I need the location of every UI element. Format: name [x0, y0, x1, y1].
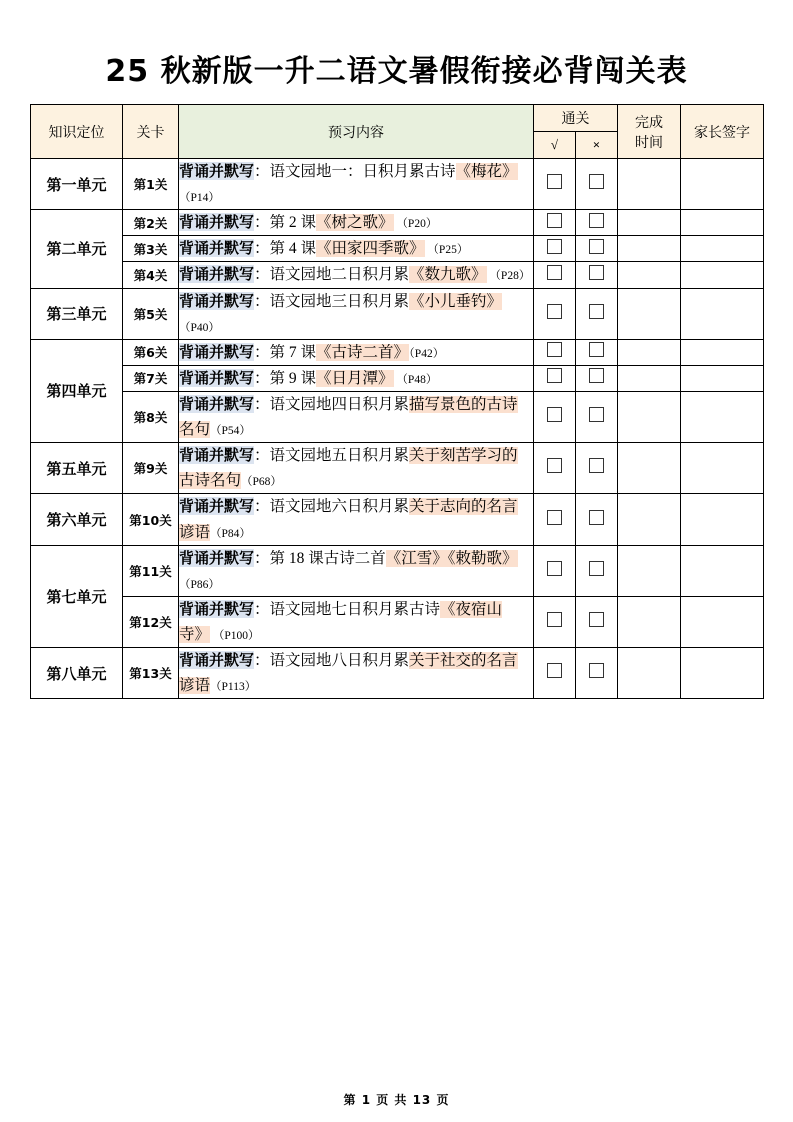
- content-segment: 关于刻苦学习的古诗名句: [179, 447, 518, 490]
- pass-yes-checkbox[interactable]: [547, 304, 562, 319]
- content-segment: 《田家四季歌》: [316, 240, 425, 258]
- level-cell: 第8关: [123, 391, 179, 442]
- content-segment: （P113）: [210, 681, 257, 694]
- content-cell: [179, 494, 534, 545]
- table-row: [31, 494, 764, 545]
- content-cell: [179, 596, 534, 647]
- table-row: [31, 288, 764, 339]
- pass-yes-checkbox[interactable]: [547, 407, 562, 422]
- level-cell: 第11关: [123, 545, 179, 596]
- pass-no-checkbox[interactable]: [589, 663, 604, 678]
- page-footer: 第 1 页 共 13 页: [343, 1093, 450, 1107]
- header-finish-time: [618, 105, 681, 159]
- finish-time-cell[interactable]: [618, 262, 681, 288]
- content-segment: 背诵并默写: [179, 342, 255, 361]
- signature-cell[interactable]: [681, 443, 764, 494]
- content-segment: （P20）: [393, 218, 438, 231]
- finish-time-cell[interactable]: [618, 494, 681, 545]
- content-segment: 《小儿垂钓》: [409, 292, 503, 310]
- content-segment: ：第 4 课: [254, 240, 317, 258]
- pass-yes-checkbox[interactable]: [547, 458, 562, 473]
- content-segment: ：语文园地三日积月累: [254, 292, 410, 310]
- content-segment: 背诵并默写: [179, 239, 255, 258]
- finish-time-cell[interactable]: [618, 159, 681, 210]
- signature-cell[interactable]: [681, 545, 764, 596]
- table-row: [31, 262, 764, 288]
- content-segment: ：第 7 课: [254, 343, 317, 361]
- pass-yes-checkbox[interactable]: [547, 174, 562, 189]
- content-segment: 《古诗二首》: [316, 343, 410, 361]
- content-segment: （P48）: [393, 373, 438, 386]
- level-cell: 第10关: [123, 494, 179, 545]
- pass-no-checkbox[interactable]: [589, 612, 604, 627]
- content-segment: 关于社交的名言谚语: [179, 652, 518, 695]
- pass-yes-checkbox-cell[interactable]: [534, 365, 576, 391]
- table-body: [31, 159, 764, 699]
- content-segment: （P68）: [241, 476, 282, 489]
- unit-cell: 第五单元: [31, 443, 123, 494]
- content-cell: [179, 391, 534, 442]
- finish-time-cell[interactable]: [618, 365, 681, 391]
- content-segment: 背诵并默写: [179, 651, 255, 670]
- content-segment: 背诵并默写: [179, 368, 255, 387]
- content-cell: [179, 545, 534, 596]
- content-segment: 背诵并默写: [179, 213, 255, 232]
- pass-yes-checkbox[interactable]: [547, 265, 562, 280]
- content-segment: （P86）: [179, 578, 220, 591]
- unit-cell: 第一单元: [31, 159, 123, 210]
- content-segment: （P25）: [424, 244, 469, 257]
- pass-no-checkbox[interactable]: [589, 174, 604, 189]
- pass-yes-checkbox[interactable]: [547, 368, 562, 383]
- pass-yes-checkbox-cell[interactable]: [534, 443, 576, 494]
- pass-yes-checkbox[interactable]: [547, 239, 562, 254]
- signature-cell[interactable]: [681, 494, 764, 545]
- finish-time-cell[interactable]: [618, 596, 681, 647]
- content-segment: 背诵并默写: [179, 497, 255, 516]
- content-segment: ：语文园地八日积月累: [254, 652, 410, 670]
- table-row: [31, 159, 764, 210]
- content-segment: 背诵并默写: [179, 394, 255, 413]
- content-cell: [179, 159, 534, 210]
- pass-no-checkbox[interactable]: [589, 265, 604, 280]
- unit-cell: 第八单元: [31, 648, 123, 699]
- pass-yes-checkbox[interactable]: [547, 342, 562, 357]
- table-row: [31, 339, 764, 365]
- pass-no-checkbox[interactable]: [589, 304, 604, 319]
- content-segment: ：第 2 课: [254, 214, 317, 232]
- pass-no-checkbox-cell[interactable]: [576, 159, 618, 210]
- content-segment: （P100）: [210, 629, 260, 642]
- content-segment: 背诵并默写: [179, 291, 255, 310]
- pass-no-checkbox[interactable]: [589, 407, 604, 422]
- content-cell: [179, 339, 534, 365]
- pass-yes-checkbox-cell[interactable]: [534, 236, 576, 262]
- signature-cell[interactable]: [681, 391, 764, 442]
- header-pass-yes: √: [534, 132, 576, 159]
- content-segment: 《数九歌》: [409, 266, 487, 284]
- header-signature: 家长签字: [681, 105, 764, 159]
- content-segment: 描写景色的古诗名句: [179, 395, 518, 439]
- pass-no-checkbox-cell[interactable]: [576, 288, 618, 339]
- pass-yes-checkbox-cell[interactable]: [534, 210, 576, 236]
- content-segment: 《树之歌》: [316, 214, 394, 232]
- signature-cell[interactable]: [681, 365, 764, 391]
- table-row: [31, 648, 764, 699]
- content-segment: ：语文园地二日积月累: [254, 266, 410, 284]
- pass-yes-checkbox[interactable]: [547, 612, 562, 627]
- unit-cell: 第二单元: [31, 210, 123, 288]
- content-cell: [179, 288, 534, 339]
- content-segment: ：第 18 课古诗二首: [254, 549, 386, 567]
- content-segment: ：语文园地五日积月累: [254, 447, 410, 465]
- pass-no-checkbox-cell[interactable]: [576, 262, 618, 288]
- content-segment: 背诵并默写: [179, 265, 255, 284]
- level-cell: 第2关: [123, 210, 179, 236]
- header-finish-time-line2: 时间: [635, 135, 663, 151]
- level-cell: 第7关: [123, 365, 179, 391]
- pass-yes-checkbox-cell[interactable]: [534, 545, 576, 596]
- pass-no-checkbox[interactable]: [589, 458, 604, 473]
- pass-no-checkbox-cell[interactable]: [576, 236, 618, 262]
- table-row: [31, 596, 764, 647]
- content-segment: （P14）: [179, 192, 220, 205]
- level-cell: 第4关: [123, 262, 179, 288]
- pass-yes-checkbox[interactable]: [547, 561, 562, 576]
- content-cell: [179, 443, 534, 494]
- finish-time-cell[interactable]: [618, 648, 681, 699]
- level-cell: 第1关: [123, 159, 179, 210]
- finish-time-cell[interactable]: [618, 236, 681, 262]
- finish-time-cell[interactable]: [618, 443, 681, 494]
- unit-cell: 第三单元: [31, 288, 123, 339]
- content-segment: 《日月潭》: [316, 369, 394, 387]
- header-pass: 通关: [534, 105, 618, 132]
- content-segment: 背诵并默写: [179, 162, 255, 180]
- content-segment: ：第 9 课: [254, 369, 317, 387]
- table-row: [31, 236, 764, 262]
- content-cell: [179, 365, 534, 391]
- pass-yes-checkbox-cell[interactable]: [534, 262, 576, 288]
- pass-yes-checkbox[interactable]: [547, 510, 562, 525]
- pass-no-checkbox-cell[interactable]: [576, 210, 618, 236]
- checklist-table: [30, 104, 764, 699]
- pass-no-checkbox-cell[interactable]: [576, 365, 618, 391]
- table-header-row: [31, 105, 764, 132]
- level-cell: 第3关: [123, 236, 179, 262]
- table-row: [31, 365, 764, 391]
- content-segment: ：语文园地六日积月累: [254, 498, 410, 516]
- pass-no-checkbox-cell[interactable]: [576, 339, 618, 365]
- pass-yes-checkbox[interactable]: [547, 663, 562, 678]
- pass-no-checkbox[interactable]: [589, 213, 604, 228]
- level-cell: 第5关: [123, 288, 179, 339]
- finish-time-cell[interactable]: [618, 545, 681, 596]
- table-row: [31, 391, 764, 442]
- content-segment: 背诵并默写: [179, 446, 255, 465]
- unit-cell: 第四单元: [31, 339, 123, 442]
- content-segment: ：语文园地七日积月累古诗: [254, 600, 441, 618]
- level-cell: 第13关: [123, 648, 179, 699]
- signature-cell[interactable]: [681, 288, 764, 339]
- header-finish-time-line1: 完成: [635, 115, 663, 131]
- unit-cell: 第六单元: [31, 494, 123, 545]
- content-cell: [179, 236, 534, 262]
- pass-no-checkbox-cell[interactable]: [576, 596, 618, 647]
- header-level: 关卡: [123, 105, 179, 159]
- content-segment: 《江雪》《敕勒歌》: [385, 549, 518, 567]
- signature-cell[interactable]: [681, 262, 764, 288]
- finish-time-cell[interactable]: [618, 210, 681, 236]
- pass-no-checkbox[interactable]: [589, 561, 604, 576]
- signature-cell[interactable]: [681, 339, 764, 365]
- table-row: [31, 443, 764, 494]
- header-pass-no: ×: [576, 132, 618, 159]
- pass-no-checkbox[interactable]: [589, 239, 604, 254]
- content-segment: ：语文园地一：日积月累古诗: [254, 163, 456, 180]
- level-cell: 第9关: [123, 443, 179, 494]
- table-row: [31, 210, 764, 236]
- page-title: 25 秋新版一升二语文暑假衔接必背闯关表: [105, 54, 688, 89]
- content-segment: 背诵并默写: [179, 599, 255, 618]
- content-cell: [179, 648, 534, 699]
- signature-cell[interactable]: [681, 236, 764, 262]
- pass-no-checkbox[interactable]: [589, 342, 604, 357]
- content-segment: （P40）: [179, 321, 220, 334]
- finish-time-cell[interactable]: [618, 391, 681, 442]
- pass-no-checkbox-cell[interactable]: [576, 494, 618, 545]
- pass-no-checkbox[interactable]: [589, 368, 604, 383]
- content-segment: （P28）: [486, 270, 531, 283]
- pass-yes-checkbox-cell[interactable]: [534, 288, 576, 339]
- content-segment: 关于志向的名言谚语: [179, 498, 518, 541]
- level-cell: 第6关: [123, 339, 179, 365]
- unit-cell: 第七单元: [31, 545, 123, 647]
- pass-no-checkbox-cell[interactable]: [576, 648, 618, 699]
- content-segment: （P84）: [210, 527, 251, 540]
- pass-yes-checkbox[interactable]: [547, 213, 562, 228]
- content-segment: 《夜宿山寺》: [179, 600, 503, 643]
- content-segment: （P54）: [210, 425, 251, 438]
- pass-yes-checkbox-cell[interactable]: [534, 159, 576, 210]
- signature-cell[interactable]: [681, 596, 764, 647]
- content-cell: [179, 210, 534, 236]
- signature-cell[interactable]: [681, 210, 764, 236]
- pass-yes-checkbox-cell[interactable]: [534, 648, 576, 699]
- pass-no-checkbox[interactable]: [589, 510, 604, 525]
- pass-no-checkbox-cell[interactable]: [576, 545, 618, 596]
- level-cell: 第12关: [123, 596, 179, 647]
- pass-no-checkbox-cell[interactable]: [576, 443, 618, 494]
- signature-cell[interactable]: [681, 648, 764, 699]
- content-segment: 背诵并默写: [179, 548, 255, 567]
- content-segment: 《梅花》: [455, 163, 518, 180]
- header-content: 预习内容: [179, 105, 534, 159]
- pass-yes-checkbox-cell[interactable]: [534, 339, 576, 365]
- content-segment: ：语文园地四日积月累: [254, 395, 410, 413]
- table-row: [31, 545, 764, 596]
- header-knowledge: 知识定位: [31, 105, 123, 159]
- pass-yes-checkbox-cell[interactable]: [534, 494, 576, 545]
- signature-cell[interactable]: [681, 159, 764, 210]
- pass-no-checkbox-cell[interactable]: [576, 391, 618, 442]
- finish-time-cell[interactable]: [618, 288, 681, 339]
- finish-time-cell[interactable]: [618, 339, 681, 365]
- pass-yes-checkbox-cell[interactable]: [534, 391, 576, 442]
- content-cell: [179, 262, 534, 288]
- content-segment: （P42）: [409, 347, 445, 360]
- pass-yes-checkbox-cell[interactable]: [534, 596, 576, 647]
